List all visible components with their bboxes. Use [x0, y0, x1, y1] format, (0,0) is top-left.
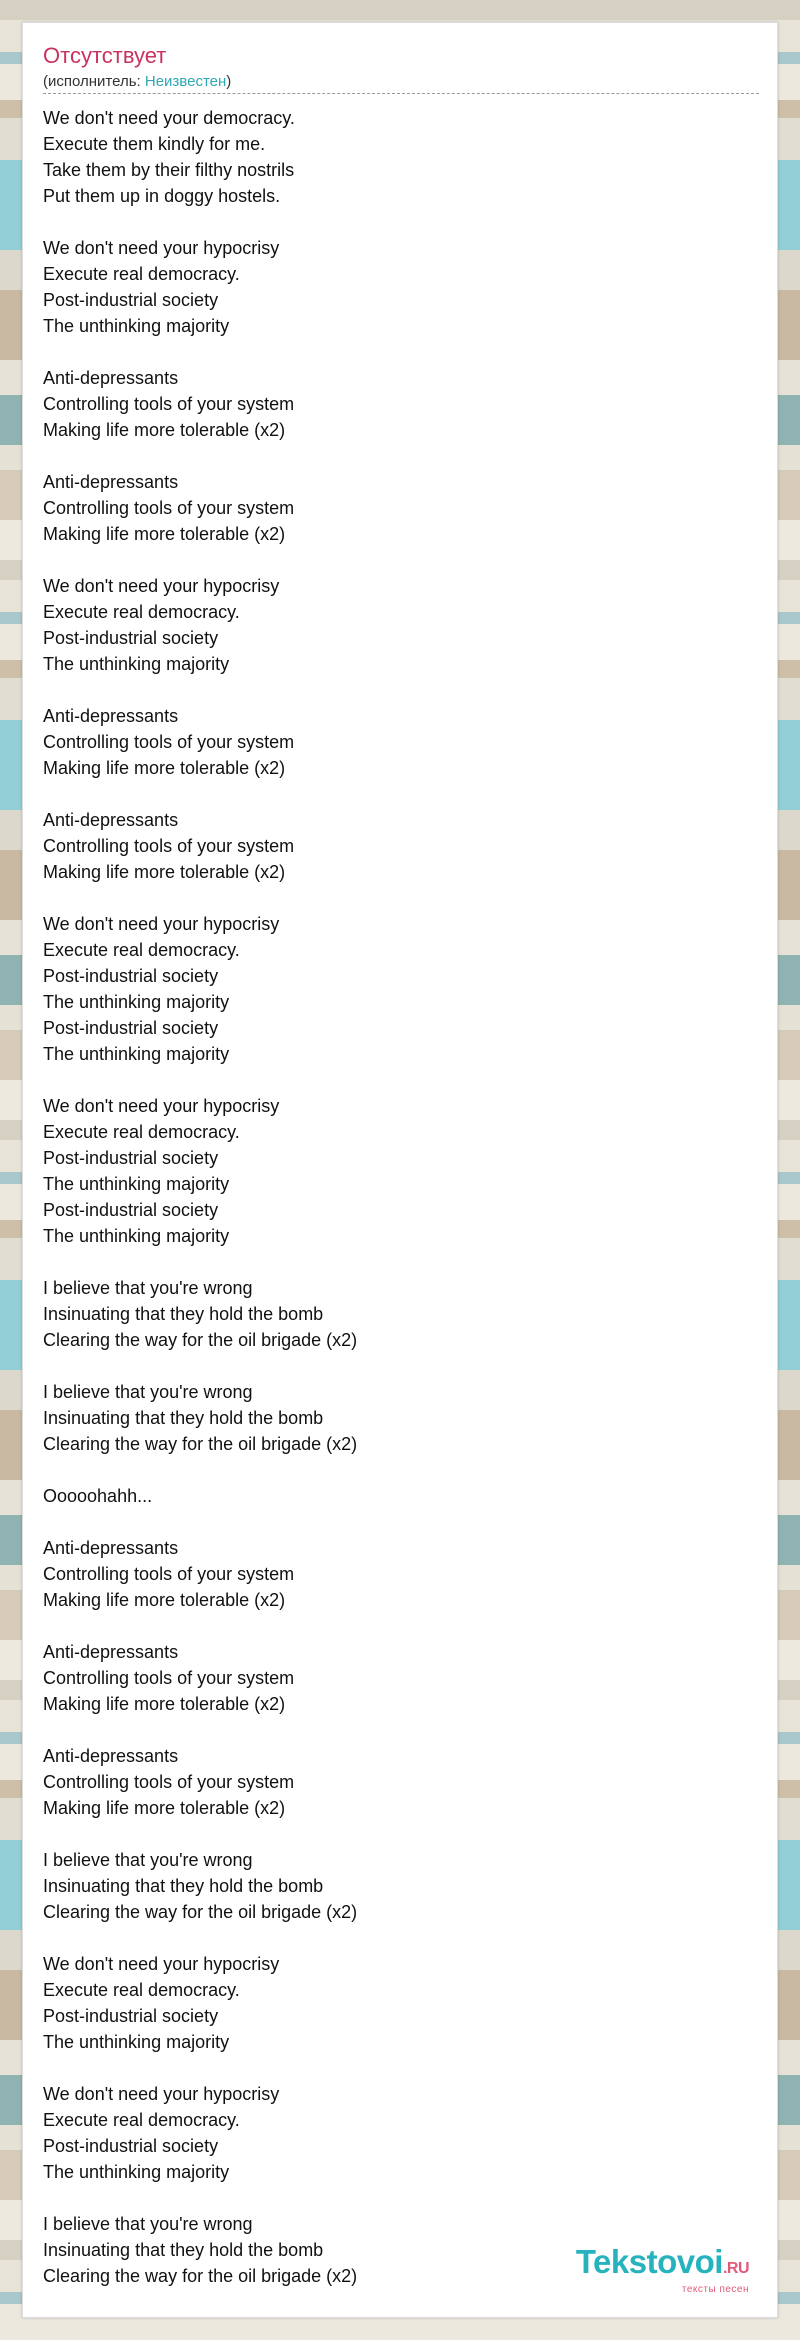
lyric-blank-line — [43, 885, 743, 911]
lyric-line: Post-industrial society — [43, 966, 219, 986]
artist-link[interactable]: Неизвестен — [144, 73, 227, 90]
lyric-line: Execute real democracy. — [43, 264, 240, 284]
lyric-line: Anti-depressants — [43, 368, 179, 388]
lyric-line: I believe that you're wrong — [43, 1850, 253, 1870]
lyric-line: Anti-depressants — [43, 706, 179, 726]
lyric-line: We don't need your hypocrisy — [43, 1096, 280, 1116]
lyric-line: Insinuating that they hold the bomb — [43, 1876, 324, 1896]
lyric-line: Insinuating that they hold the bomb — [43, 1304, 324, 1324]
lyric-line: We don't need your hypocrisy — [43, 238, 280, 258]
lyric-line: We don't need your hypocrisy — [43, 2084, 280, 2104]
lyric-line: Ooooohahh... — [43, 1486, 153, 1506]
lyric-line: Post-industrial society — [43, 290, 219, 310]
lyric-line: The unthinking majority — [43, 2162, 230, 2182]
lyric-line: Post-industrial society — [43, 628, 219, 648]
lyric-line: I believe that you're wrong — [43, 2214, 253, 2234]
lyric-line: Making life more tolerable (x2) — [43, 1798, 286, 1818]
artist-suffix: ) — [226, 73, 232, 90]
song-title: Отсутствует — [43, 43, 167, 68]
lyric-line: The unthinking majority — [43, 992, 230, 1012]
lyric-blank-line — [43, 209, 743, 235]
artist-line — [43, 73, 231, 90]
lyric-line: Insinuating that they hold the bomb — [43, 1408, 324, 1428]
lyric-blank-line — [43, 547, 743, 573]
lyric-line: The unthinking majority — [43, 1044, 230, 1064]
lyric-blank-line — [43, 2055, 743, 2081]
lyrics-text — [43, 105, 743, 2289]
lyric-line: Anti-depressants — [43, 1746, 179, 1766]
lyric-line: Post-industrial society — [43, 1148, 219, 1168]
logo-tagline: тексты песен — [681, 2284, 749, 2295]
lyric-line: I believe that you're wrong — [43, 1382, 253, 1402]
lyric-line: Making life more tolerable (x2) — [43, 862, 286, 882]
lyric-line: Controlling tools of your system — [43, 836, 295, 856]
lyric-blank-line — [43, 1249, 743, 1275]
lyric-line: Clearing the way for the oil brigade (x2) — [43, 1902, 358, 1922]
lyric-line: The unthinking majority — [43, 1226, 230, 1246]
lyric-blank-line — [43, 781, 743, 807]
lyric-line: The unthinking majority — [43, 2032, 230, 2052]
lyric-blank-line — [43, 1353, 743, 1379]
lyric-line: Controlling tools of your system — [43, 1564, 295, 1584]
lyric-line: Insinuating that they hold the bomb — [43, 2240, 324, 2260]
lyric-line: We don't need your hypocrisy — [43, 914, 280, 934]
lyric-line: Execute real democracy. — [43, 1122, 240, 1142]
lyric-line: Making life more tolerable (x2) — [43, 524, 286, 544]
lyric-blank-line — [43, 2185, 743, 2211]
lyric-line: Post-industrial society — [43, 2136, 219, 2156]
lyric-line: Controlling tools of your system — [43, 1772, 295, 1792]
lyric-line: Post-industrial society — [43, 1018, 219, 1038]
lyric-line: Anti-depressants — [43, 1642, 179, 1662]
lyric-line: Controlling tools of your system — [43, 732, 295, 752]
lyric-line: Execute real democracy. — [43, 2110, 240, 2130]
lyric-line: Post-industrial society — [43, 2006, 219, 2026]
lyric-line: Making life more tolerable (x2) — [43, 758, 286, 778]
lyric-blank-line — [43, 1613, 743, 1639]
lyric-line: Execute real democracy. — [43, 1980, 240, 2000]
lyric-line: Anti-depressants — [43, 810, 179, 830]
title-divider — [43, 93, 759, 94]
lyric-blank-line — [43, 1067, 743, 1093]
lyric-blank-line — [43, 339, 743, 365]
lyric-line: Controlling tools of your system — [43, 498, 295, 518]
lyric-line: Take them by their filthy nostrils — [43, 160, 295, 180]
lyric-line: I believe that you're wrong — [43, 1278, 253, 1298]
lyric-blank-line — [43, 1717, 743, 1743]
lyric-line: Clearing the way for the oil brigade (x2) — [43, 1434, 358, 1454]
lyric-line: Execute them kindly for me. — [43, 134, 266, 154]
lyric-line: Making life more tolerable (x2) — [43, 420, 286, 440]
lyrics-card — [22, 22, 778, 2318]
lyric-blank-line — [43, 1509, 743, 1535]
logo-main-text: Tekstovoi — [575, 2243, 723, 2280]
site-logo[interactable] — [576, 2245, 749, 2295]
lyric-line: We don't need your hypocrisy — [43, 1954, 280, 1974]
artist-prefix: (исполнитель: — [43, 73, 145, 90]
logo-tld: .RU — [722, 2260, 749, 2277]
lyric-line: Post-industrial society — [43, 1200, 219, 1220]
lyric-line: Clearing the way for the oil brigade (x2) — [43, 1330, 358, 1350]
lyric-line: The unthinking majority — [43, 316, 230, 336]
lyric-line: Making life more tolerable (x2) — [43, 1590, 286, 1610]
lyric-line: Anti-depressants — [43, 1538, 179, 1558]
lyric-line: Clearing the way for the oil brigade (x2) — [43, 2266, 358, 2286]
lyric-line: Put them up in doggy hostels. — [43, 186, 281, 206]
lyric-blank-line — [43, 1821, 743, 1847]
lyric-line: Making life more tolerable (x2) — [43, 1694, 286, 1714]
lyric-blank-line — [43, 1925, 743, 1951]
logo-wordmark — [576, 2245, 749, 2286]
lyric-blank-line — [43, 677, 743, 703]
lyric-blank-line — [43, 1457, 743, 1483]
lyric-line: Execute real democracy. — [43, 940, 240, 960]
lyric-blank-line — [43, 443, 743, 469]
lyric-line: The unthinking majority — [43, 654, 230, 674]
lyric-line: Anti-depressants — [43, 472, 179, 492]
lyric-line: We don't need your democracy. — [43, 108, 295, 128]
lyric-line: The unthinking majority — [43, 1174, 230, 1194]
lyric-line: Controlling tools of your system — [43, 1668, 295, 1688]
lyric-line: We don't need your hypocrisy — [43, 576, 280, 596]
lyric-line: Controlling tools of your system — [43, 394, 295, 414]
lyric-line: Execute real democracy. — [43, 602, 240, 622]
